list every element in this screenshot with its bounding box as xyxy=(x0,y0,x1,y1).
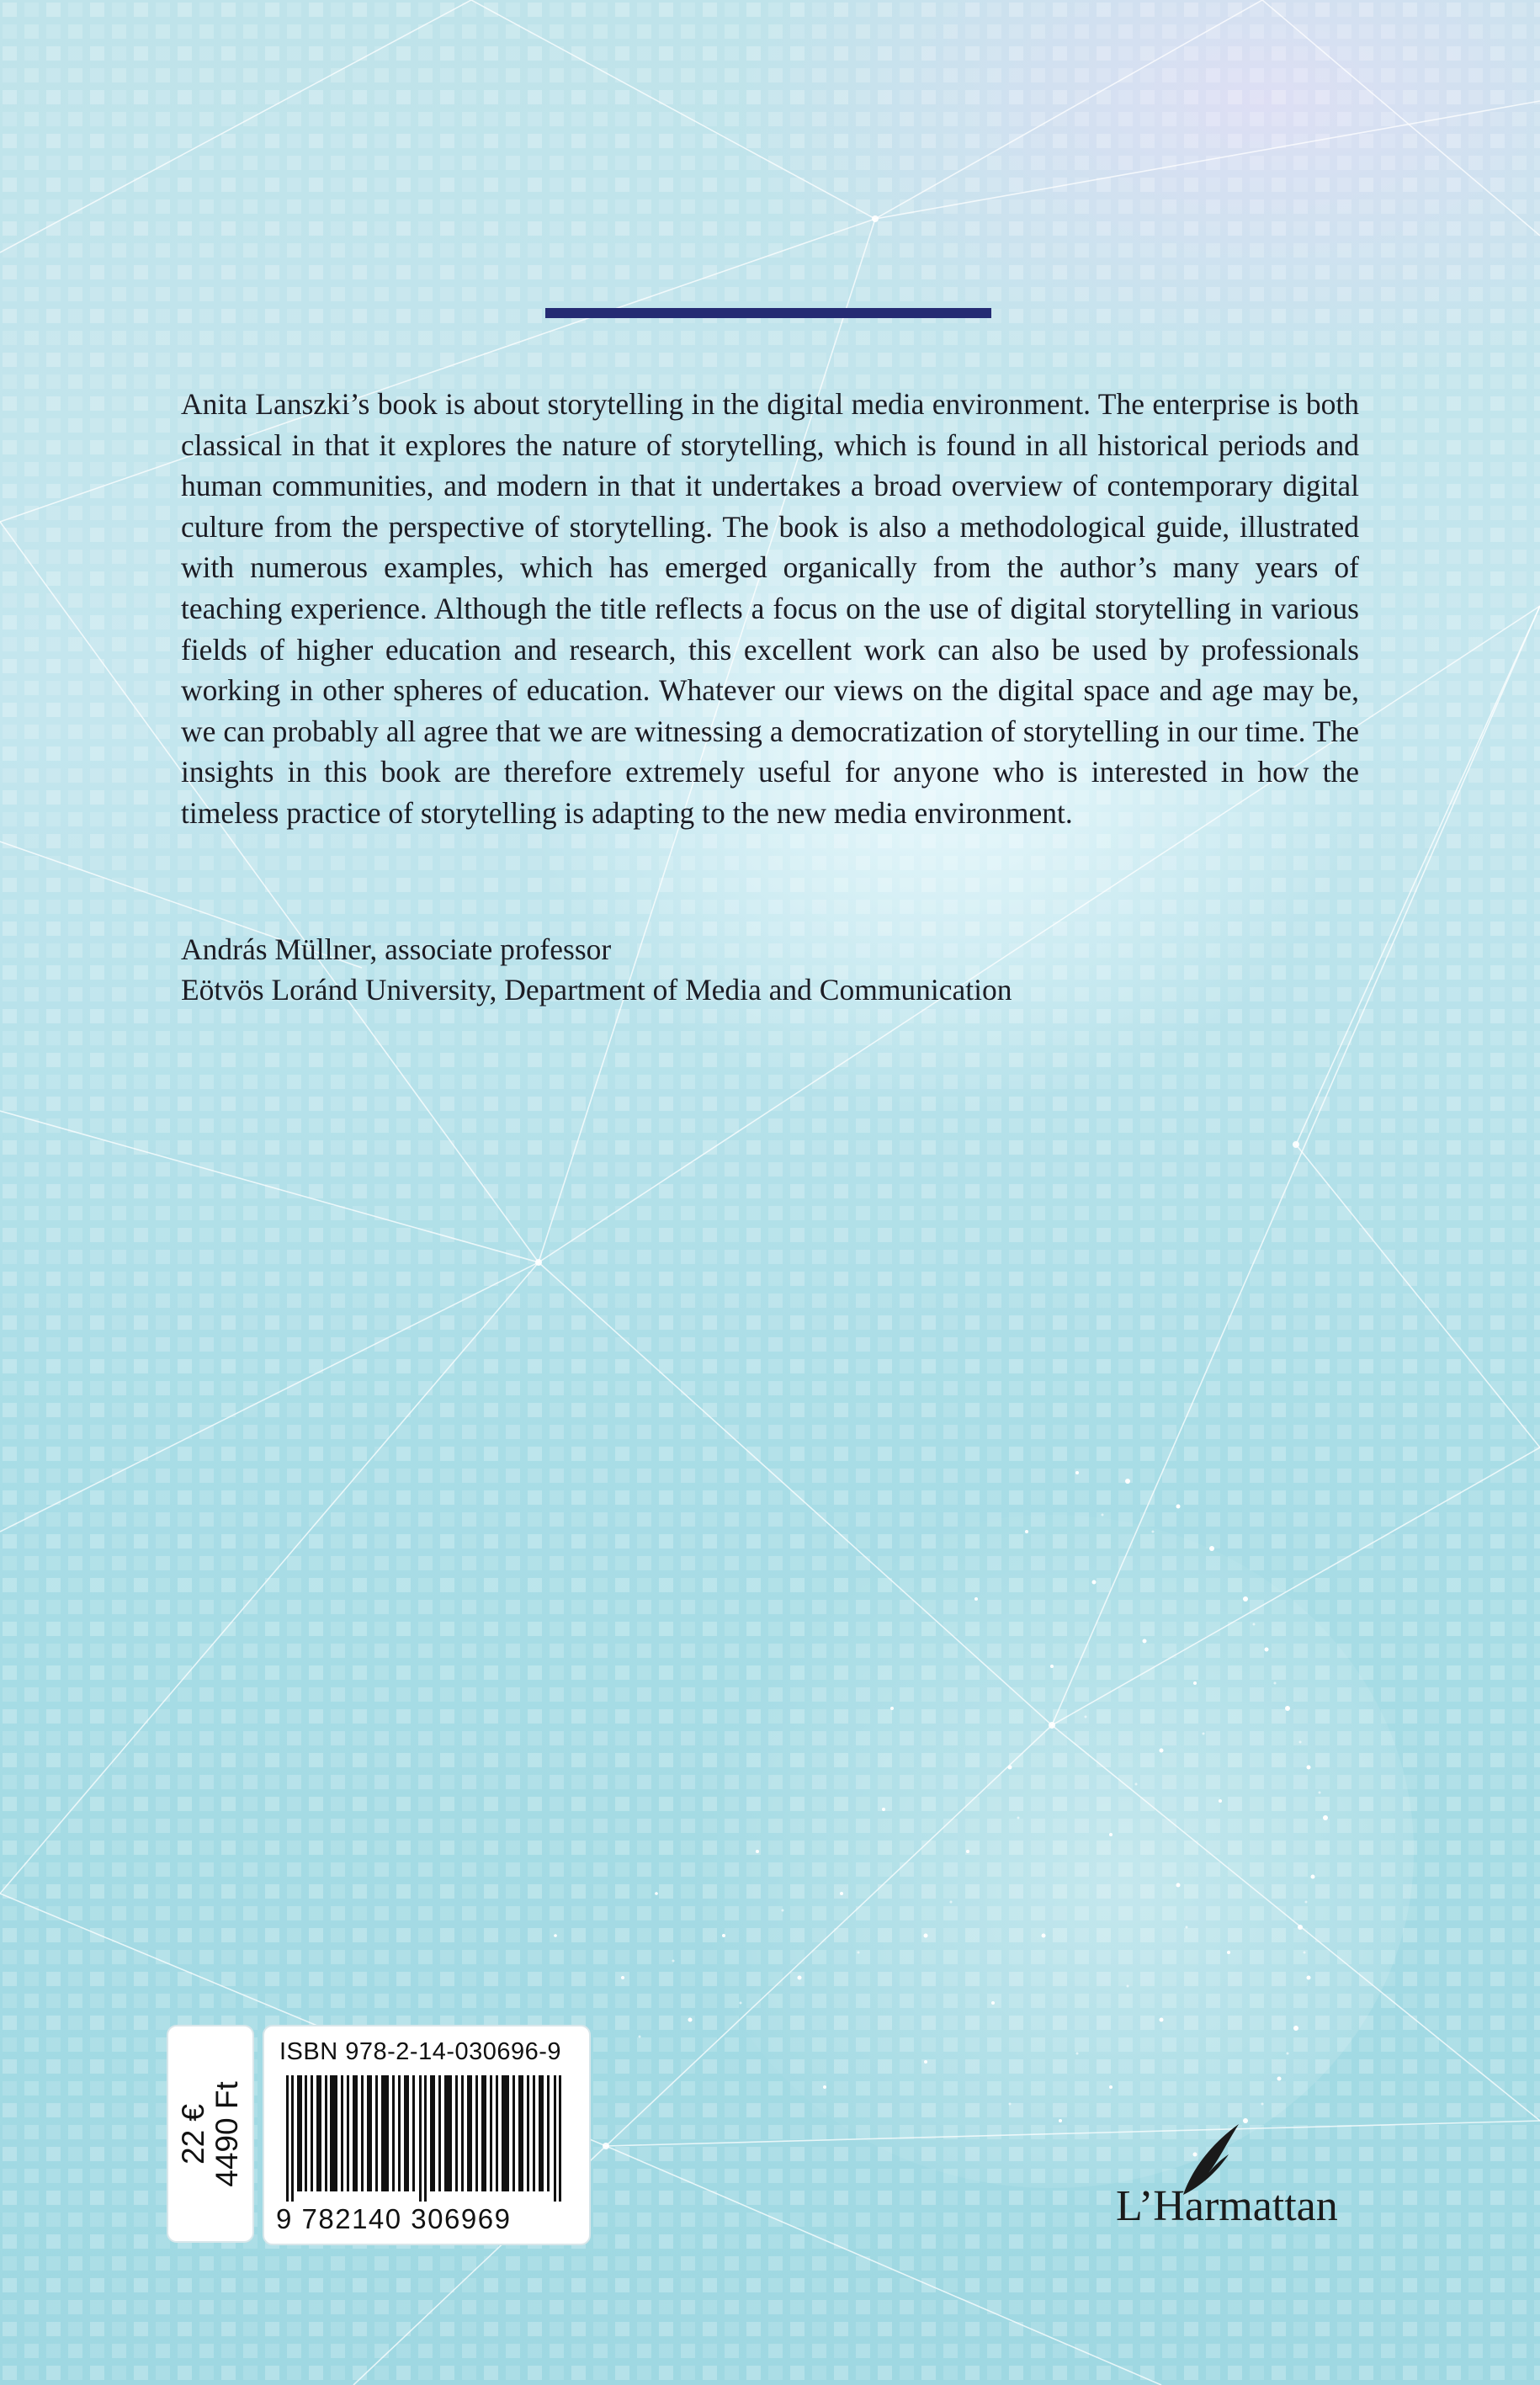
endorsement-signature xyxy=(181,929,1359,1010)
publisher-logo: L’Harmattan xyxy=(1116,2182,1338,2230)
endorser-affiliation: Eötvös Loránd University, Department of Media and Communication xyxy=(181,973,1012,1007)
blurb-text: Anita Lanszki’s book is about storytelling in the digital media environment. The enterprise is both classical in that it explores the nature of storytelling, which is found in all historical periods and human communities, and modern in that it undertakes a broad overview of contemporary digital culture from the perspective of storytelling. The book is also a methodological guide, illustrated with numerous examples, which has emerged organically from the author’s many years of teaching experience. Although the title reflects a focus on the use of digital storytelling in various fields of higher education and research, this excellent work can also be used by professionals working in other spheres of education. Whatever our views on the digital space and age may be, we can probably all agree that we are witnessing a democratization of storytelling in our time. The insights in this book are therefore extremely useful for anyone who is interested in how the timeless practice of storytelling is adapting to the new media environment. xyxy=(181,387,1359,830)
barcode-icon xyxy=(286,2075,567,2202)
price-euro: 22 € xyxy=(176,2103,210,2165)
price-forint: 4490 Ft xyxy=(210,2080,244,2187)
isbn-barcode-block xyxy=(263,2025,591,2245)
isbn-label: ISBN 978-2-14-030696-9 xyxy=(279,2038,562,2065)
isbn-digits: 9 782140 306969 xyxy=(276,2203,512,2234)
price-label xyxy=(167,2025,254,2243)
decorative-rule xyxy=(545,308,991,318)
endorser-name: András Müllner, associate professor xyxy=(181,932,612,966)
